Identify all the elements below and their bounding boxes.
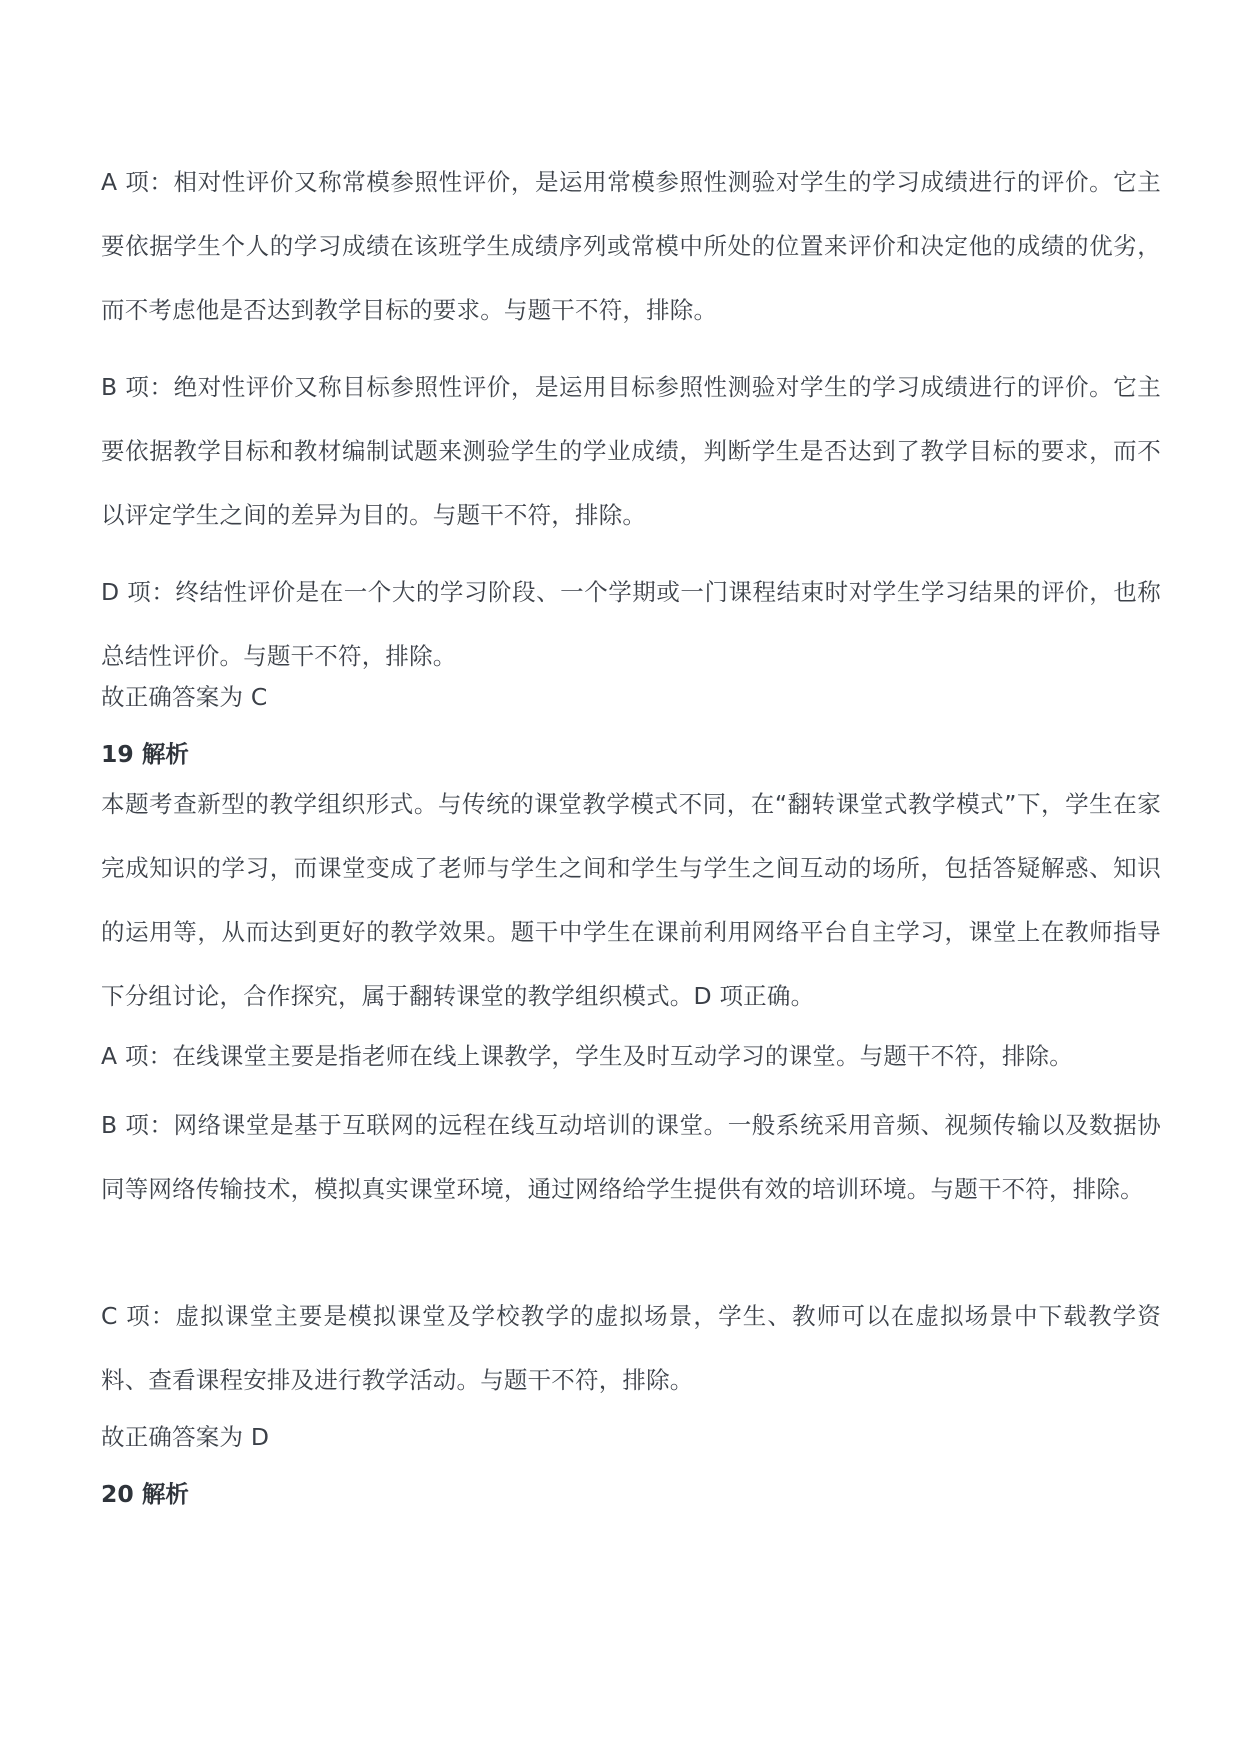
q18-option-a-explanation: A 项：相对性评价又称常模参照性评价，是运用常模参照性测验对学生的学习成绩进行的评价。它主要依据学生个人的学习成绩在该班学生成绩序列或常模中所处的位置来评价和决定他的成绩的优劣，而不考虑他是否达到教学目标的要求。与题干不符，排除。 — [101, 168, 1161, 324]
q18-answer: 故正确答案为 C — [101, 683, 268, 711]
q19-intro-explanation: 本题考查新型的教学组织形式。与传统的课堂教学模式不同，在“翻转课堂式教学模式”下，学生在家完成知识的学习，而课堂变成了老师与学生之间和学生与学生之间互动的场所，包括答疑解惑、知识的运用等，从而达到更好的教学效果。题干中学生在课前利用网络平台自主学习，课堂上在教师指导下分组讨论，合作探究，属于翻转课堂的教学组织模式。D 项正确。 — [101, 790, 1161, 1010]
q18-option-b-explanation: B 项：绝对性评价又称目标参照性评价，是运用目标参照性测验对学生的学习成绩进行的评价。它主要依据教学目标和教材编制试题来测验学生的学业成绩，判断学生是否达到了教学目标的要求，而不以评定学生之间的差异为目的。与题干不符，排除。 — [101, 373, 1161, 529]
q19-heading: 19 解析 — [101, 740, 189, 768]
q19-option-c-explanation: C 项：虚拟课堂主要是模拟课堂及学校教学的虚拟场景，学生、教师可以在虚拟场景中下载教学资料、查看课程安排及进行教学活动。与题干不符，排除。 — [101, 1302, 1161, 1394]
q19-option-b-explanation: B 项：网络课堂是基于互联网的远程在线互动培训的课堂。一般系统采用音频、视频传输以及数据协同等网络传输技术，模拟真实课堂环境，通过网络给学生提供有效的培训环境。与题干不符，排除。 — [101, 1111, 1161, 1203]
q20-heading: 20 解析 — [101, 1480, 189, 1508]
q19-answer: 故正确答案为 D — [101, 1423, 270, 1451]
q18-option-d-explanation: D 项：终结性评价是在一个大的学习阶段、一个学期或一门课程结束时对学生学习结果的评价，也称总结性评价。与题干不符，排除。 — [101, 578, 1161, 670]
q19-option-a-explanation: A 项：在线课堂主要是指老师在线上课教学，学生及时互动学习的课堂。与题干不符，排除。 — [101, 1042, 1073, 1070]
